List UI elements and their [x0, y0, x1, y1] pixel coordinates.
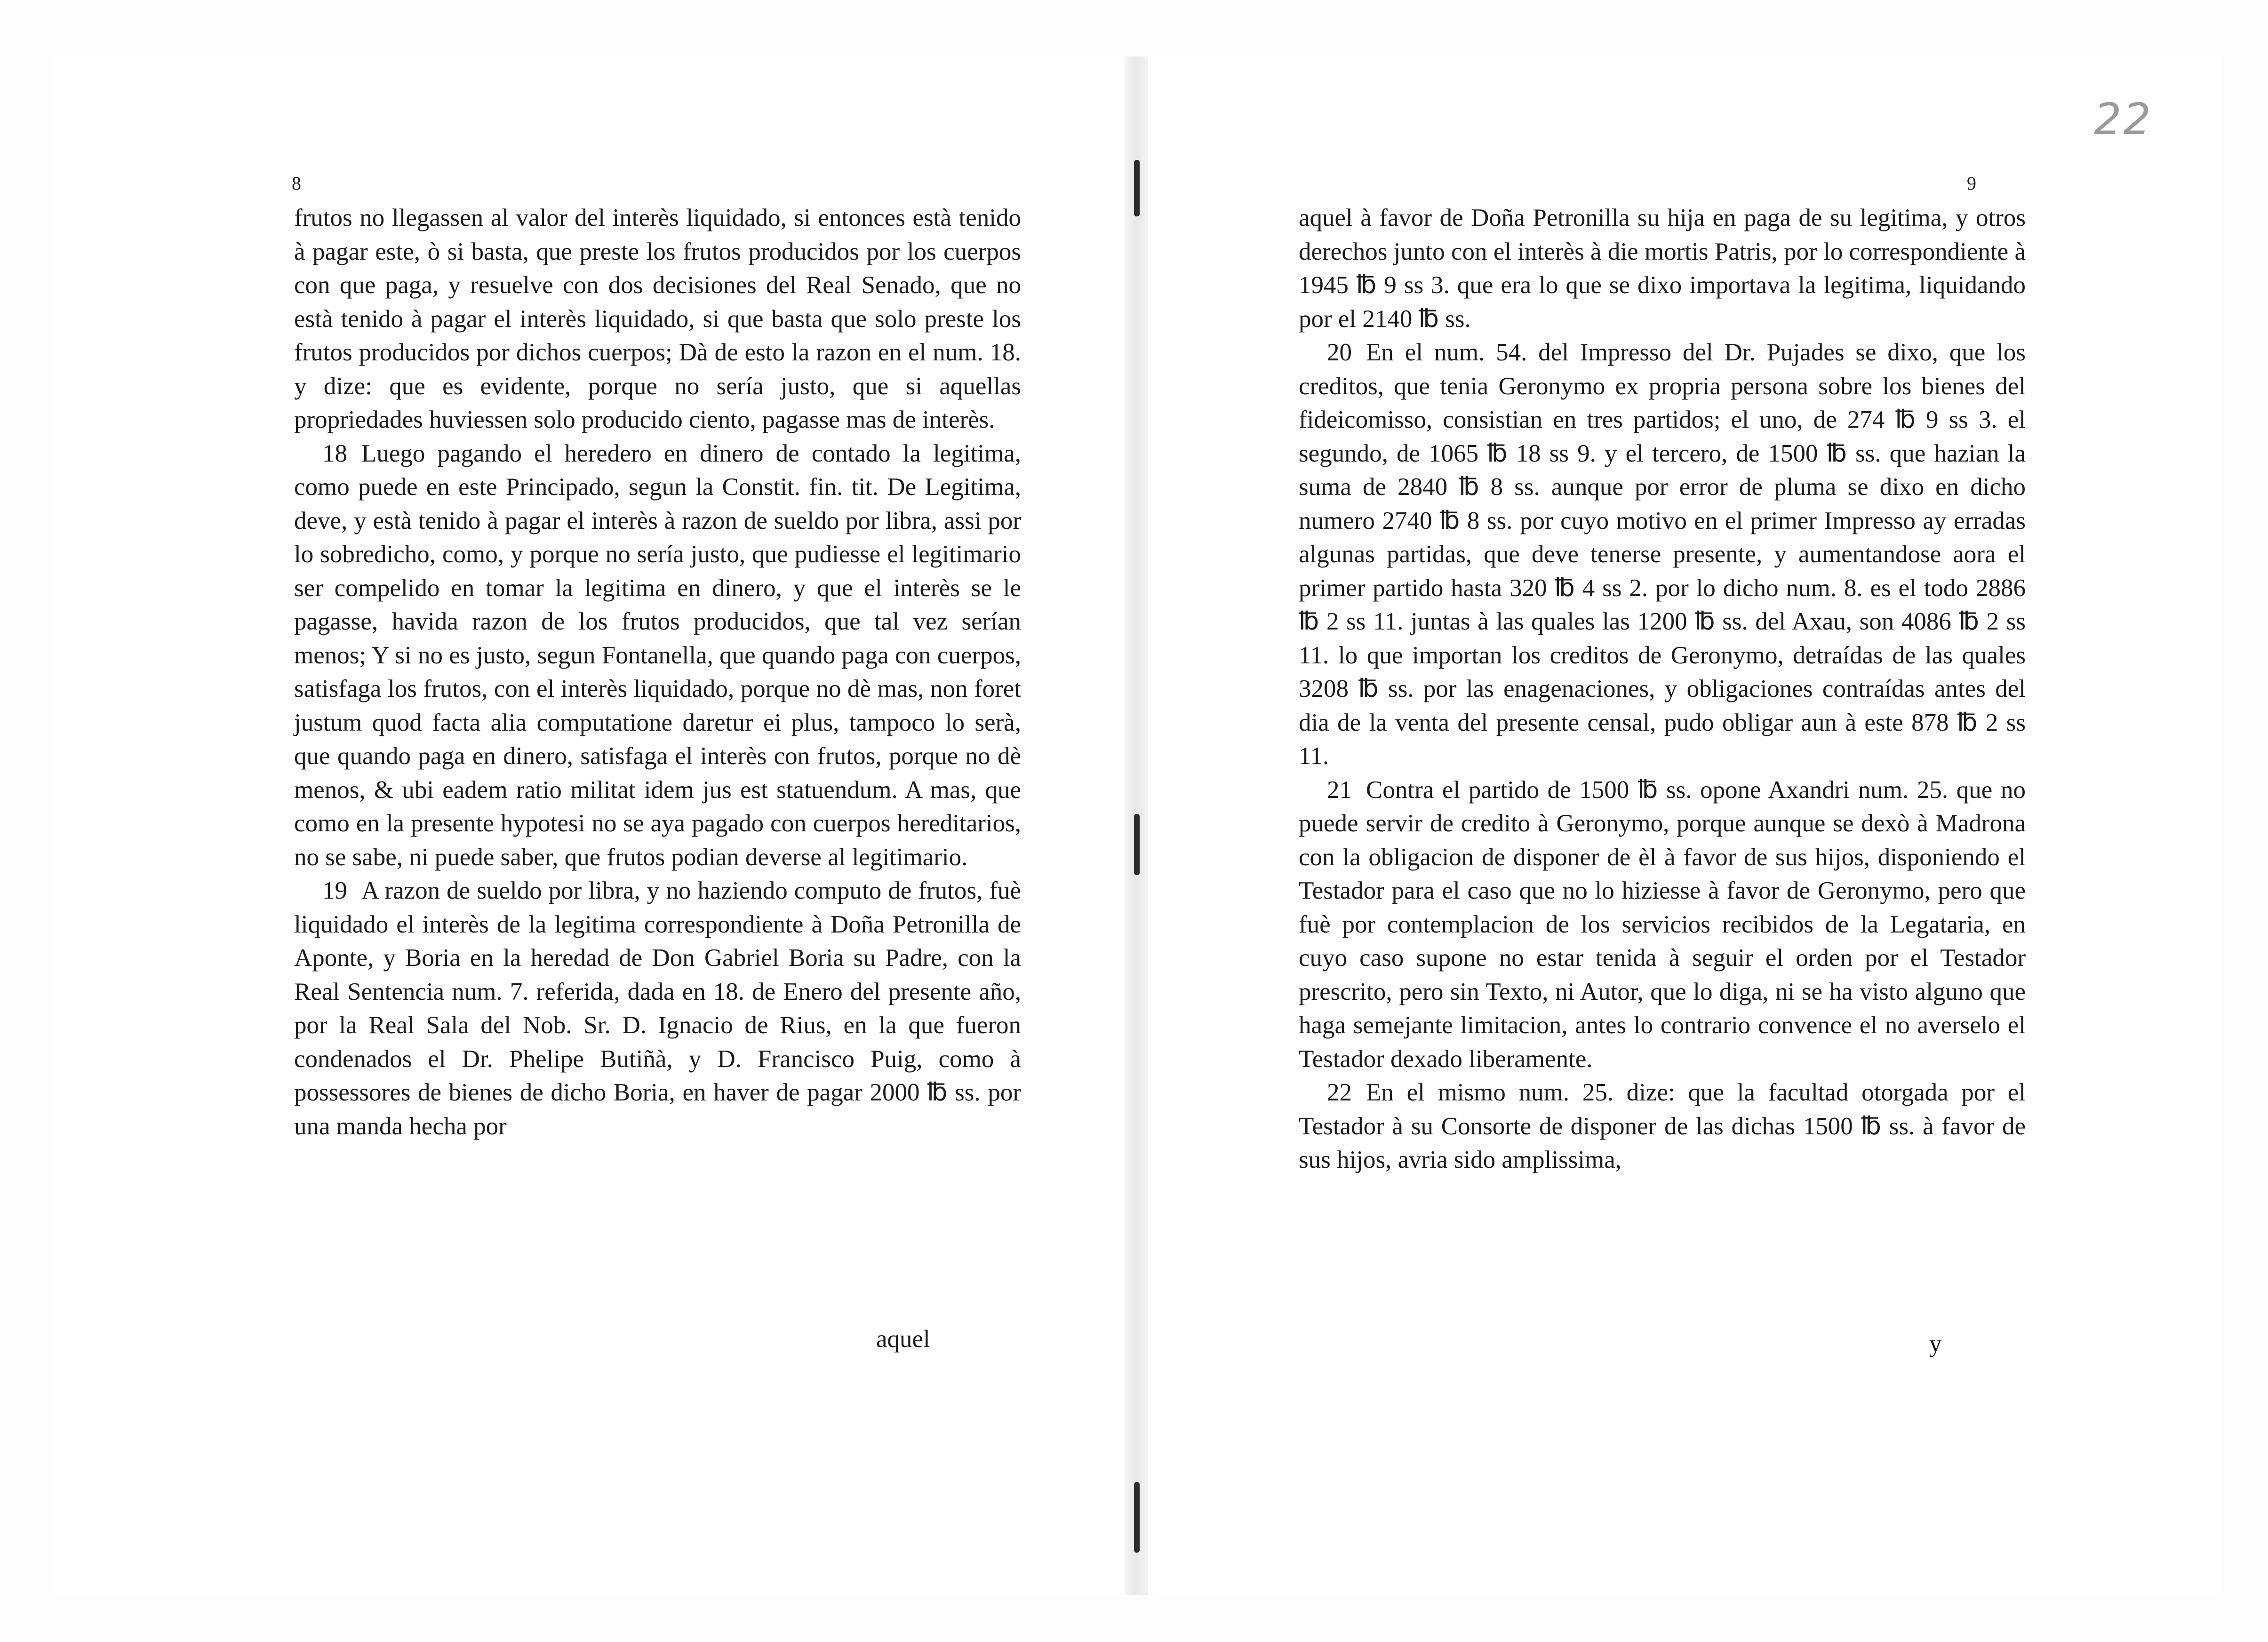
- page-number-left: 8: [292, 173, 301, 194]
- binding-thread: [1134, 160, 1140, 216]
- paragraph-text: Luego pagando el heredero en dinero de contado la legitima, como puede en este Principado, segun la Constit. fin. tit. De Legitima, deve, y està tenido à pagar el interès à razon de sueldo por libra, assi por lo sobredicho, como, y porque no sería justo, que pudiesse el legitimario ser compelido en tomar la legitima en dinero, y que el interès se le pagasse, havida razon de los frutos producidos, que tal vez serían menos; Y si no es justo, segun Fontanella, que quando paga con cuerpos, satisfaga los frutos, con el interès liquidado, porque no dè mas, non foret justum quod facta alia computatione daretur ei plus, tampoco lo serà, que quando paga en dinero, satisfaga el interès con frutos, porque no dè menos, & ubi eadem ratio militat idem jus est statuendum. A mas, que como en la presente hypotesi no se aya pagado con cuerpos hereditarios, no se sabe, ni puede saber, que frutos podian deverse al legitimario.: [294, 439, 1021, 871]
- paragraph-text: aquel à favor de Doña Petronilla su hija en paga de su legitima, y otros derechos junto con el interès à die mortis Patris, por lo correspondiente à 1945 ℔ 9 ss 3. que era lo que se dixo importava la legitima, liquidando por el 2140 ℔ ss.: [1299, 204, 2026, 333]
- page-number-right: 9: [1967, 173, 1976, 194]
- folio-mark: 22: [2094, 94, 2153, 144]
- paragraph-text: frutos no llegassen al valor del interès liquidado, si entonces està tenido à pagar este, ò si basta, que preste los frutos producidos por los cuerpos con que paga, y resuelve con dos decisiones del Real Senado, que no està tenido à pagar el interès liquidado, si que basta que solo preste los frutos producidos por dichos cuerpos; Dà de esto la razon en el num. 18. y dize: que es evidente, porque no sería justo, que si aquellas propriedades huviessen solo producido ciento, pagasse mas de interès.: [294, 204, 1021, 433]
- paragraph-number: 19: [322, 877, 347, 904]
- paragraph: [1299, 1076, 2026, 1177]
- paragraph: [294, 201, 1021, 437]
- paragraph-number: 18: [322, 439, 347, 467]
- paragraph-number: 21: [1327, 776, 1352, 804]
- catchword-left: aquel: [876, 1325, 930, 1353]
- paragraph-number: 22: [1327, 1079, 1352, 1106]
- paragraph-text: Contra el partido de 1500 ℔ ss. opone Axandri num. 25. que no puede servir de credito à Geronymo, porque aunque se dexò à Madrona con la obligacion de disponer de èl à favor de sus hijos, disponiendo el Testador para el caso que no lo hiziesse à favor de Geronymo, pero que fuè por contemplacion de los servicios recibidos de la Legataria, en cuyo caso supone no estar tenida à seguir el orden por el Testador prescrito, pero sin Texto, ni Autor, que lo diga, ni se ha visto alguno que haga semejante limitacion, antes lo contrario convence el no averselo el Testador dexado liberamente.: [1299, 776, 2026, 1073]
- paragraph-text: A razon de sueldo por libra, y no haziendo computo de frutos, fuè liquidado el interès de la legitima correspondiente à Doña Petronilla de Aponte, y Boria en la heredad de Don Gabriel Boria su Padre, con la Real Sentencia num. 7. referida, dada en 18. de Enero del presente año, por la Real Sala del Nob. Sr. D. Ignacio de Rius, en la que fueron condenados el Dr. Phelipe Butiñà, y D. Francisco Puig, como à possessores de bienes de dicho Boria, en haver de pagar 2000 ℔ ss. por una manda hecha por: [294, 877, 1021, 1140]
- paragraph: [1299, 336, 2026, 773]
- paragraph-number: 20: [1327, 339, 1352, 366]
- paragraph-text: En el num. 54. del Impresso del Dr. Pujades se dixo, que los creditos, que tenia Geronymo ex propria persona sobre los bienes del fideicomisso, consistian en tres partidos; el uno, de 274 ℔ 9 ss 3. el segundo, de 1065 ℔ 18 ss 9. y el tercero, de 1500 ℔ ss. que hazian la suma de 2840 ℔ 8 ss. aunque por error de pluma se dixo en dicho numero 2740 ℔ 8 ss. por cuyo motivo en el primer Impresso ay erradas algunas partidas, que deve tenerse presente, y aumentandose aora el primer partido hasta 320 ℔ 4 ss 2. por lo dicho num. 8. es el todo 2886 ℔ 2 ss 11. juntas à las quales las 1200 ℔ ss. del Axau, son 4086 ℔ 2 ss 11. lo que importan los creditos de Geronymo, detraídas de las quales 3208 ℔ ss. por las enagenaciones, y obligaciones contraídas antes del dia de la venta del presente censal, pudo obligar aun à este 878 ℔ 2 ss 11.: [1299, 339, 2026, 770]
- left-text-column: [294, 201, 1021, 1143]
- binding-thread: [1134, 1482, 1140, 1553]
- paragraph: [1299, 201, 2026, 336]
- paragraph: [1299, 773, 2026, 1076]
- binding-thread: [1134, 814, 1140, 875]
- right-text-column: [1299, 201, 2026, 1177]
- catchword-right: y: [1929, 1330, 1942, 1357]
- paragraph: [294, 437, 1021, 875]
- paragraph-text: En el mismo num. 25. dize: que la facultad otorgada por el Testador à su Consorte de disponer de las dichas 1500 ℔ ss. à favor de sus hijos, avria sido amplissima,: [1299, 1079, 2026, 1173]
- paragraph: [294, 874, 1021, 1143]
